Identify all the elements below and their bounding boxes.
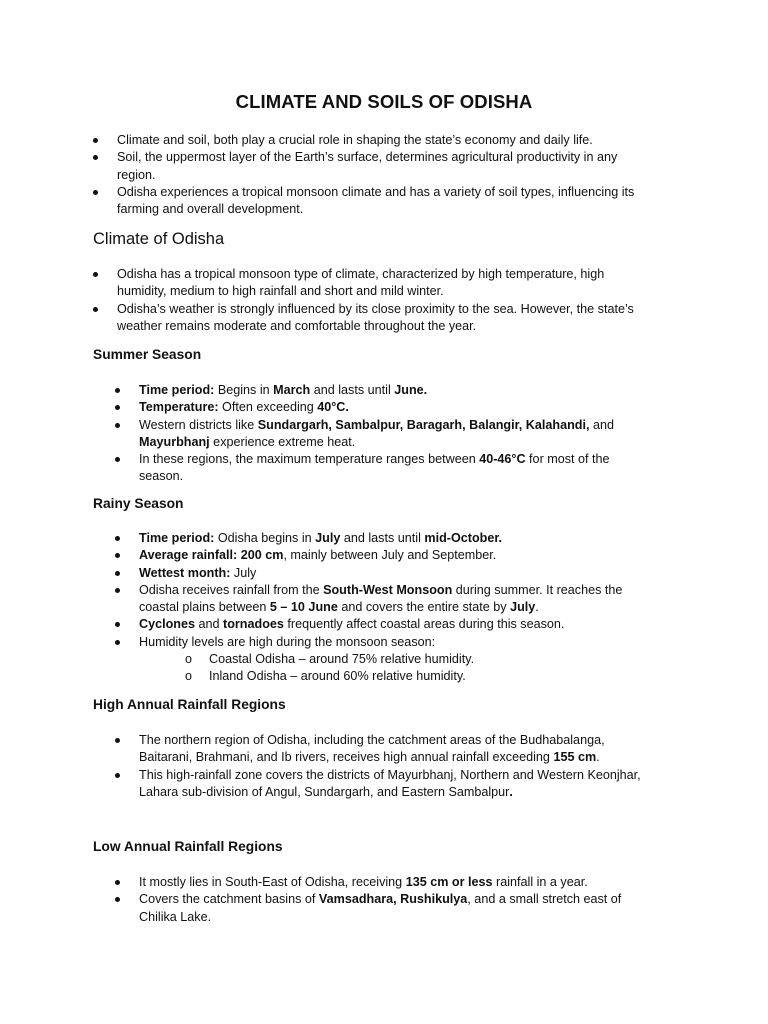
climate-heading: Climate of Odisha <box>93 230 225 248</box>
list-item: Covers the catchment basins of Vamsadhara, Rushikulya, and a small stretch east of Chilika Lake. <box>115 891 655 926</box>
list-item: This high-rainfall zone covers the districts of Mayurbhanj, Northern and Western Keonjhar, Lahara sub-division of Angul, Sundargarh, and Eastern Sambalpur. <box>115 767 655 802</box>
document-title: CLIMATE AND SOILS OF ODISHA <box>235 91 533 112</box>
list-item: The northern region of Odisha, including the catchment areas of the Budhabalanga, Baitarani, Brahmani, and Ib rivers, receives high annual rainfall exceeding 155 cm. <box>115 732 655 767</box>
low-rainfall-list <box>115 874 655 926</box>
list-item: Wettest month: July <box>115 565 655 582</box>
high-rainfall-list <box>115 732 655 801</box>
list-item: Odisha has a tropical monsoon type of climate, characterized by high temperature, high humidity, medium to high rainfall and short and mild winter. <box>93 266 653 301</box>
list-item: Climate and soil, both play a crucial role in shaping the state’s economy and daily life. <box>93 132 653 149</box>
list-item: Humidity levels are high during the monsoon season: o Coastal Odisha – around 75% relative humidity. o Inland Odisha – around 60% relative humidity. <box>115 634 655 686</box>
list-item: Western districts like Sundargarh, Sambalpur, Baragarh, Balangir, Kalahandi, and Mayurbhanj experience extreme heat. <box>115 417 655 452</box>
rainy-list <box>115 530 655 686</box>
list-item: In these regions, the maximum temperature ranges between 40-46°C for most of the season. <box>115 451 655 486</box>
list-item: Time period: Odisha begins in July and lasts until mid-October. <box>115 530 655 547</box>
humidity-sublist <box>139 651 655 686</box>
circle-bullet-icon: o <box>185 669 193 684</box>
sub-list-item: o Inland Odisha – around 60% relative humidity. <box>185 668 655 685</box>
low-rainfall-heading: Low Annual Rainfall Regions <box>93 839 283 854</box>
circle-bullet-icon: o <box>185 652 193 667</box>
list-item: Cyclones and tornadoes frequently affect coastal areas during this season. <box>115 616 655 633</box>
summer-list <box>115 382 655 486</box>
list-item: Time period: Begins in March and lasts until June. <box>115 382 655 399</box>
list-item: Odisha experiences a tropical monsoon climate and has a variety of soil types, influencing its farming and overall development. <box>93 184 653 219</box>
list-item: Temperature: Often exceeding 40°C. <box>115 399 655 416</box>
rainy-heading: Rainy Season <box>93 496 184 511</box>
list-item: Soil, the uppermost layer of the Earth’s surface, determines agricultural productivity in any region. <box>93 149 653 184</box>
list-item: Odisha receives rainfall from the South-West Monsoon during summer. It reaches the coastal plains between 5 – 10 June and covers the entire state by July. <box>115 582 655 617</box>
list-item: Odisha’s weather is strongly influenced by its close proximity to the sea. However, the state’s weather remains moderate and comfortable throughout the year. <box>93 301 653 336</box>
list-item: It mostly lies in South-East of Odisha, receiving 135 cm or less rainfall in a year. <box>115 874 655 891</box>
list-item: Average rainfall: 200 cm, mainly between July and September. <box>115 547 655 564</box>
sub-list-item: o Coastal Odisha – around 75% relative humidity. <box>185 651 655 668</box>
high-rainfall-heading: High Annual Rainfall Regions <box>93 697 286 712</box>
intro-list <box>93 132 653 218</box>
summer-heading: Summer Season <box>93 347 202 362</box>
climate-list <box>93 266 653 335</box>
